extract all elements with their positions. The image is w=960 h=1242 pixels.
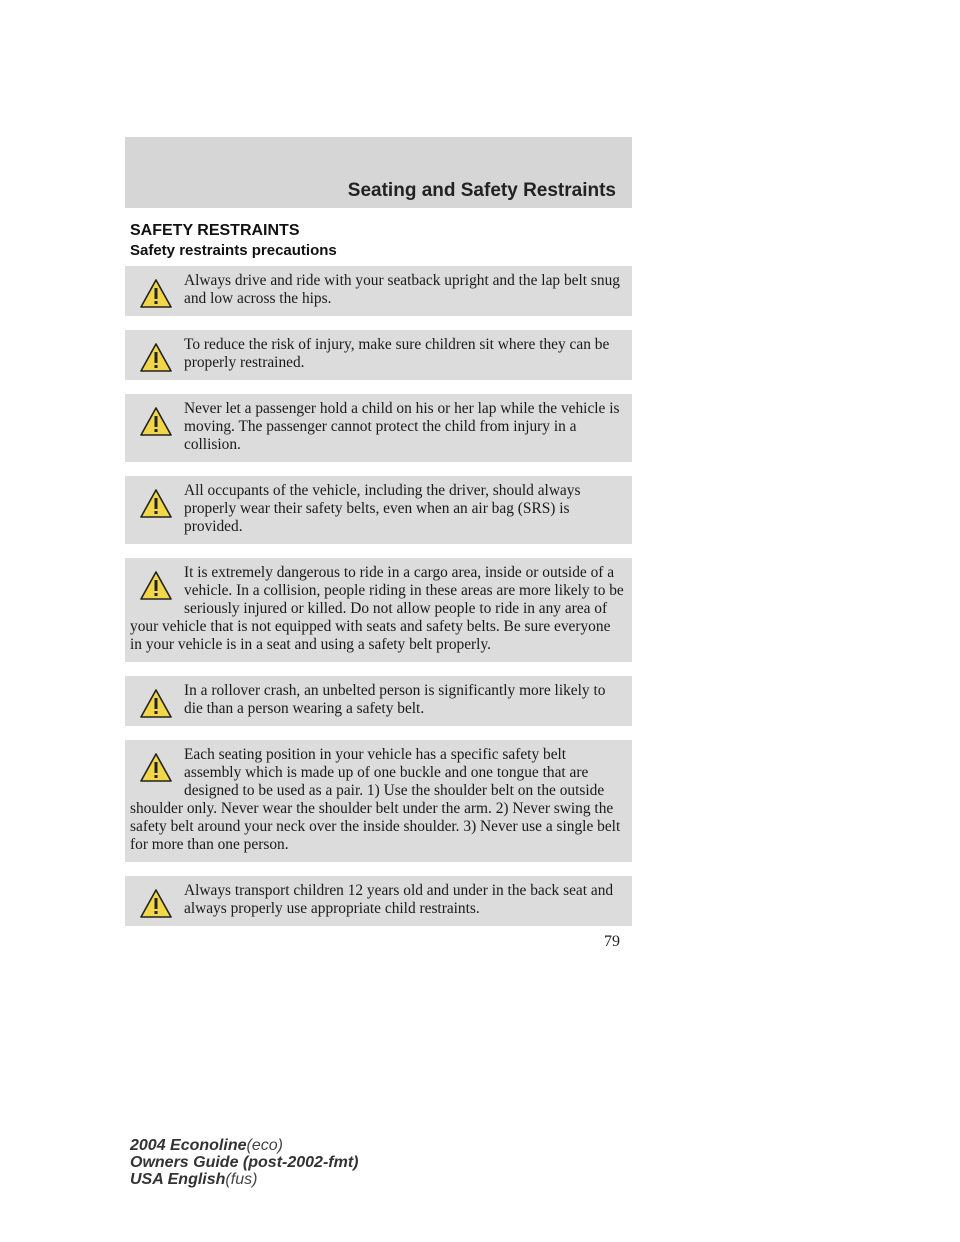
footer-model-code: (eco): [246, 1137, 283, 1154]
header-band: [125, 137, 632, 208]
warning-triangle-icon: [138, 686, 174, 722]
warning-triangle-icon: [138, 340, 174, 376]
warning-box: [125, 266, 632, 316]
warning-triangle-icon: [138, 750, 174, 786]
page-header-title: Seating and Safety Restraints: [347, 180, 616, 201]
page-number: 79: [604, 933, 620, 950]
footer-line-model: [130, 1137, 358, 1154]
footer-language-text: USA English: [130, 1171, 226, 1188]
warning-triangle-icon: [138, 404, 174, 440]
warning-text: To reduce the risk of injury, make sure children sit where they can be properly restrained.: [184, 336, 610, 371]
footer-line-guide: [130, 1154, 358, 1171]
footer-guide-text: Owners Guide (post-2002-fmt): [130, 1154, 359, 1171]
warning-box: [125, 558, 632, 662]
warning-text: Always drive and ride with your seatback upright and the lap belt snug and low across the hips.: [184, 272, 620, 307]
footer-model-text: 2004 Econoline: [130, 1137, 247, 1154]
warning-text: It is extremely dangerous to ride in a cargo area, inside or outside of a vehicle. In a collision, people riding in these areas are more likely to be seriously injured or killed. Do not allow people to ride in any area of your vehicle that is not equipped with seats and safety belts. Be sure everyone in your vehicle is in a seat and using a safety belt properly.: [130, 564, 624, 653]
warning-triangle-icon: [138, 886, 174, 922]
warning-triangle-icon: [138, 276, 174, 312]
warning-box: [125, 876, 632, 926]
warning-triangle-icon: [138, 486, 174, 522]
document-footer: [130, 1137, 358, 1188]
warning-text: In a rollover crash, an unbelted person is significantly more likely to die than a person wearing a safety belt.: [184, 682, 606, 717]
warning-box: [125, 740, 632, 862]
section-subtitle: Safety restraints precautions: [130, 242, 337, 259]
warning-text: Each seating position in your vehicle has a specific safety belt assembly which is made up of one buckle and one tongue that are designed to be used as a pair. 1) Use the shoulder belt on the outside shoulder only. Never wear the shoulder belt under the arm. 2) Never swing the safety belt around your neck over the inside shoulder. 3) Never use a single belt for more than one person.: [130, 746, 621, 853]
warning-triangle-icon: [138, 568, 174, 604]
warning-box: [125, 330, 632, 380]
warning-list: [125, 266, 632, 940]
warning-text: Never let a passenger hold a child on his or her lap while the vehicle is moving. The passenger cannot protect the child from injury in a collision.: [184, 400, 620, 453]
warning-box: [125, 394, 632, 462]
warning-text: Always transport children 12 years old and under in the back seat and always properly use appropriate child restraints.: [184, 882, 614, 917]
warning-box: [125, 476, 632, 544]
warning-text: All occupants of the vehicle, including the driver, should always properly wear their safety belts, even when an air bag (SRS) is provided.: [184, 482, 581, 535]
footer-language-code: (fus): [225, 1171, 258, 1188]
footer-line-language: [130, 1171, 358, 1188]
section-title: SAFETY RESTRAINTS: [130, 222, 300, 239]
warning-box: [125, 676, 632, 726]
